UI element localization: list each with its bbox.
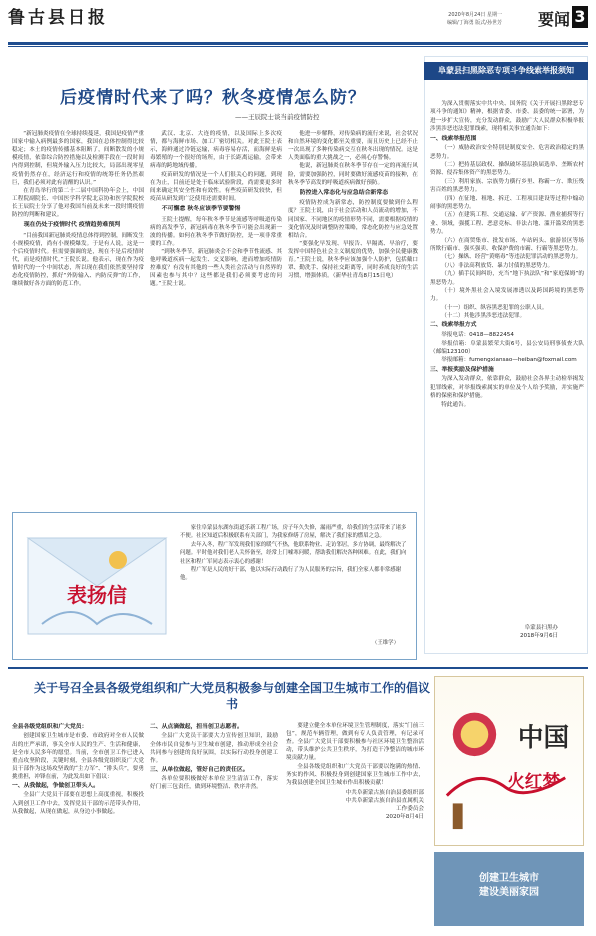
paragraph: 他说，新冠肺炎在秋冬季节存在一定的再流行风险，需要加强防控，同时要做好流感疫苗的接种，在秋冬季节高发的呼吸道疾病做好预防。 bbox=[288, 163, 418, 186]
poster-title-sub: 火红梦 bbox=[507, 771, 561, 793]
thank-you-letter-title: 表扬信 bbox=[67, 583, 127, 607]
section-title: 要闻 bbox=[537, 10, 570, 29]
article2-headline: 关于号召全县各级党组织和广大党员积极参与创建全国卫生城市工作的倡议书 bbox=[33, 681, 430, 712]
sidebar-item: （七）操纵、经营“黄赌毒”等违法犯罪活动的黑恶势力。 bbox=[441, 254, 582, 261]
paragraph: 全县广大党员干部要大力宣传创卫知识，鼓励全体市民自觉参与卫生城市创建，推动形成全社会共同参与创建的良好氛围，以实际行动投身创建工作。 bbox=[150, 733, 278, 764]
paragraph: “到秋冬季节，新冠肺炎会不会和季节性流感、其他呼吸道疾病一起发生、交叉影响，进而增加疫情防控难度？有没有其他的一些人类社会活动与自然界的因素也参与其中？这些都是我们必须要考虑的问题。”王院士说。 bbox=[150, 248, 282, 288]
paragraph: 家住阜蒙县东湖东街道乐新工程广场，房子年久失修，漏雨严重，给我们的生活带来了诸多不便。社区知道后积极联系有关部门，为我家修缮了房屋，解决了我们家的燃眉之急。 bbox=[180, 525, 407, 540]
sidebar-item: （二）把持基层政权、操纵破坏基层换届选举、垄断农村资源、侵吞集体资产的黑恶势力。 bbox=[430, 162, 584, 177]
paragraph: 在青岛举行的第二十二届中国科协年会上，中国工程院副院长、中国医学科学院北京协和医学院院校长王辰院士分享了他对我国当前及未来一段时期疫情防控的判断和建议。 bbox=[12, 187, 144, 219]
section-separator bbox=[8, 667, 588, 669]
paragraph: “新冠肺炎疫情在全球持续蔓延，我国是疫情严重国家中输入病例最多的国家，我国在总体控制得比较稳定；本土的疫情传播基本阻断了，间断散发的小规模疫情，依靠综合防控措施以及检测手段在一段时间内得到控制，但境外输入压力比较大，局部出现零星疫情仍然存在，经济运行和疫情的统筹任务仍然艰巨，我们必须对此有清醒的认识。” bbox=[12, 131, 144, 186]
sidebar-item: （十二）其他涉黑涉恶违法犯罪。 bbox=[441, 313, 526, 320]
health-city-poster-text bbox=[434, 872, 584, 899]
paragraph: 创建国家卫生城市是市委、市政府对全市人民做出的庄严承诺，事关全市人民的生产、生活和健康，是全市人民多年的愿望。当前，全市创卫工作已进入重点攻坚阶段，关键时刻，全县各级党组织及广大党员干部作为这场攻坚战的“主力军”、“排头兵”，要勇挑重担，冲锋在前，为此发出如下倡议： bbox=[12, 733, 144, 780]
paragraph: 疫苗研发的情况是一个人们很关心的问题，到现在为止，目前还是处于临床试验阶段，尚需要更多时间来确定其安全性和有效性。有些疫苗研发较快，但疫苗从研发到广泛使用还需要时间。 bbox=[150, 171, 282, 202]
subheading: 二、从点滴做起，担当创卫志愿者。 bbox=[150, 724, 243, 730]
paragraph: “目前我国新冠肺炎疫情总体得到控制，间断发生小规模疫情，尚有小规模爆发。于是有人说，这是一个后疫情时代。但需要强调的是，现在不是后疫情时代，而是疫情时代。”王院长说。他表示，现在作为疫情时代的一个中间状态，所以现在我们依然要坚持常态化疫情防控，抓好“外防输入、内防反弹”的工作，继续做好各方面的防范工作。 bbox=[12, 232, 144, 288]
china-dream-poster bbox=[434, 676, 584, 846]
sidebar-contact: 举报邮箱：fumengxiansao—heiban@foxmail.com bbox=[441, 357, 577, 364]
sidebar-signature bbox=[520, 625, 558, 641]
article1-col3 bbox=[288, 130, 418, 405]
sidebar-sign-org: 阜蒙县扫黑办 bbox=[524, 625, 559, 631]
article1-col2 bbox=[150, 130, 282, 405]
date-line-2: 编辑/丁海勇 版式/孙世芳 bbox=[447, 19, 502, 26]
paragraph: 程广军是人民的好干部，他以实际行动践行了为人民服务的宗旨，我们全家人都非常感谢他。 bbox=[180, 566, 402, 582]
article2-signature bbox=[286, 789, 424, 821]
paragraph: 全县各级党组织和广大党员干部要以饱满的热情、务实的作风、积极投身到创建国家卫生城市工作中去，为我县创建全国卫生城市作出积极贡献！ bbox=[286, 763, 424, 786]
poster2-line1: 创建卫生城市 bbox=[479, 873, 539, 884]
paragraph: “要强化早发现、早报告、早隔离、早治疗，要发挥中国特色社会主义制度的优势，加强全民健康教育。”王院士说，秋冬季应该加强个人防护，包括戴口罩、勤洗手、保持社交距离等，同时养成良好的生活习惯，增强体质。（新华社青岛8月15日电） bbox=[288, 240, 418, 280]
paragraph: 去年入冬，程广军发现我们家的暖气不热，他联系物业、走访邻居，多方协调，最终解决了问题。平时他对我们老人关怀备至，经常上门嘘寒问暖，帮助我们解决各种困难。在此，我们向社区和程广军同志表示衷心的感谢！ bbox=[180, 541, 407, 565]
sidebar-intro: 为深入贯彻落实中共中央、国务院《关于开展扫黑除恶专项斗争的通知》精神，根据省委、市委、县委的统一部署，为进一步扩大宣传，充分发动群众，鼓励广大人民群众积极举报涉黑涉恶违法犯罪线索，现将相关事宜通告如下： bbox=[430, 101, 584, 133]
sidebar-item: （三）利用家族、宗族势力横行乡里、称霸一方、欺压残害百姓的黑恶势力。 bbox=[430, 178, 584, 194]
masthead bbox=[8, 6, 588, 42]
sidebar-contact: 举报电话：0418—8822454 bbox=[441, 332, 514, 339]
sidebar-reward: 为深入发动群众，依靠群众，鼓励社会各界主动检举揭发犯罪线索，对举报线索属实的单位及个人给予奖励，并实施严格的保密和保护措施。 bbox=[430, 376, 584, 400]
sign-date: 2020年8月4日 bbox=[385, 814, 424, 821]
article2-col1 bbox=[12, 722, 144, 920]
subheading: 防控进入常态化与应急结合新常态 bbox=[299, 189, 389, 196]
paragraph: 全县广大党员干部要在思想上高度重视，积极投入到创卫工作中去，发挥党员干部的示范带头作用，从我做起，从现在做起，从身边小事做起。 bbox=[12, 792, 144, 815]
poster-title-main: 中国 bbox=[517, 723, 570, 754]
newspaper-logo: 鲁古县日报 bbox=[8, 8, 108, 28]
sidebar-item: （十）境外黑社会入境发展渗透以及跨国跨境的黑恶势力。 bbox=[430, 287, 584, 303]
paragraph: 武汉、北京、大连的疫情，以及国际上多次疫情，都与海鲜市场、加工厂密切相关。对此王院士表示，海鲜通过冷链运输，病毒容易存活，而海鲜是病毒繁殖的一个很好的场所，由于长距离运输，会带来病毒的跨地域传播。 bbox=[150, 131, 282, 170]
sidebar-item: （六）在商贸集市、批发市场、车站码头、旅游景区等场所欺行霸市、强买强卖、收保护费的市霸、行霸等黑恶势力。 bbox=[430, 237, 584, 252]
sidebar-text bbox=[430, 100, 584, 409]
sidebar-heading-2: 二、线索举报方式 bbox=[430, 322, 477, 329]
subheading: 一、从我做起，争做创卫带头人。 bbox=[12, 783, 99, 790]
sidebar-title: 阜蒙县扫黑除恶专项斗争线索举报须知 bbox=[424, 62, 588, 80]
article1-headline: 后疫情时代来了吗？秋冬疫情怎么防？ bbox=[60, 88, 366, 108]
sidebar-heading-3: 三、举报奖励及保护措施 bbox=[430, 366, 494, 373]
thank-you-letter-signature: （王维学） bbox=[372, 640, 399, 646]
poster2-line2: 建设美丽家园 bbox=[479, 886, 539, 898]
sign-line: 中共阜新蒙古族自治县委组织部 bbox=[345, 789, 424, 796]
date-line-1: 2020年8月24日 星期一 bbox=[448, 12, 502, 18]
paragraph: 各单位要积极做好本单位卫生清洁工作，落实好门前三包责任，做到环境整洁、秩序井然。 bbox=[150, 776, 278, 791]
thank-you-letter-text bbox=[180, 524, 408, 583]
sidebar-item: （五）在建筑工程、交通运输、矿产资源、渔业捕捞等行业、领域，强揽工程、恶意竞标、非法占地、滥开滥采的黑恶势力。 bbox=[430, 212, 584, 236]
sign-line: 工作委员会 bbox=[396, 806, 424, 813]
header-rule bbox=[8, 42, 588, 45]
sidebar-item: （八）非法高利放贷、暴力讨债的黑恶势力。 bbox=[441, 262, 554, 269]
subheading: 三、从单位做起，管好自己的责任区。 bbox=[150, 766, 249, 773]
sidebar-item: （一）威胁政治安全特别是制度安全、危害政治稳定的黑恶势力。 bbox=[430, 145, 584, 160]
paragraph: 要建立健全本单位环境卫生管理制度，落实“门前三包”，规范车辆管理，做到有专人负责管理，有记录可查。全县广大党员干部要积极参与社区环境卫生整治活动，带头维护公共卫生秩序，为打造干净整洁的城市环境贡献力量。 bbox=[286, 723, 424, 762]
article2-col2 bbox=[150, 722, 278, 920]
sidebar-end: 特此通告。 bbox=[441, 401, 470, 408]
sign-line: 中共阜新蒙古族自治县直属机关 bbox=[345, 797, 424, 804]
sidebar-item: （四）在征地、租地、拆迁、工程项目建设等过程中煽动闹事的黑恶势力。 bbox=[430, 195, 584, 210]
article1-subhead: ——王辰院士谈当前疫情防控 bbox=[235, 113, 320, 121]
thank-you-letter-illustration bbox=[22, 528, 172, 644]
article1-col1 bbox=[12, 130, 144, 405]
page-number: 3 bbox=[572, 6, 588, 28]
sidebar-contact: 举报信箱：阜蒙县繁荣大街6号，县公安局刑事侦查大队（邮编123100） bbox=[430, 340, 584, 355]
article2-col3 bbox=[286, 722, 424, 920]
sidebar-heading-1: 一、线索举报范围 bbox=[430, 135, 477, 142]
sidebar-item: （九）插手民间纠纷，充当“地下执法队”和“家庭保姆”的黑恶势力。 bbox=[430, 271, 584, 286]
paragraph: 他进一步解释，对传染病的流行来说，社会状况和自然环境的变化都至关重要，而且历史上已经不止一次出现了多种传染病交互在秋冬出现的情况。这是人类面临的重大挑战之一，必须心存警惕。 bbox=[288, 131, 418, 162]
subheading: 不可懈怠 秋冬应该季节要警惕 bbox=[161, 205, 241, 212]
sidebar-item: （十一）组织、纵容黑恶犯罪的公职人员。 bbox=[441, 304, 548, 311]
paragraph: 疫情防控成为新常态，防控制度要做到什么程度？王院士说，由于社会活动和人员流动的增加，不同国家、不同地区的疫情形势不同，需要根据疫情的变化情况及时调整防控策略，常态化防控与应急处置相结合。 bbox=[288, 200, 418, 239]
sidebar-sign-date: 2018年9月6日 bbox=[520, 632, 559, 639]
greeting: 全县各级党组织和广大党员： bbox=[12, 724, 88, 730]
subheading: 现在仍处于疫情时代 疫情趋势难预判 bbox=[23, 222, 121, 229]
header-rule-thin bbox=[8, 46, 588, 47]
paragraph: 王院士提醒，每年秋冬季节是流感等呼吸道传染病的高发季节，新冠病毒在秋冬季节可能会出现新一波的传播。如何在秋冬季节做好防控，是一项非常重要的工作。 bbox=[150, 216, 282, 247]
dateline bbox=[447, 12, 502, 27]
